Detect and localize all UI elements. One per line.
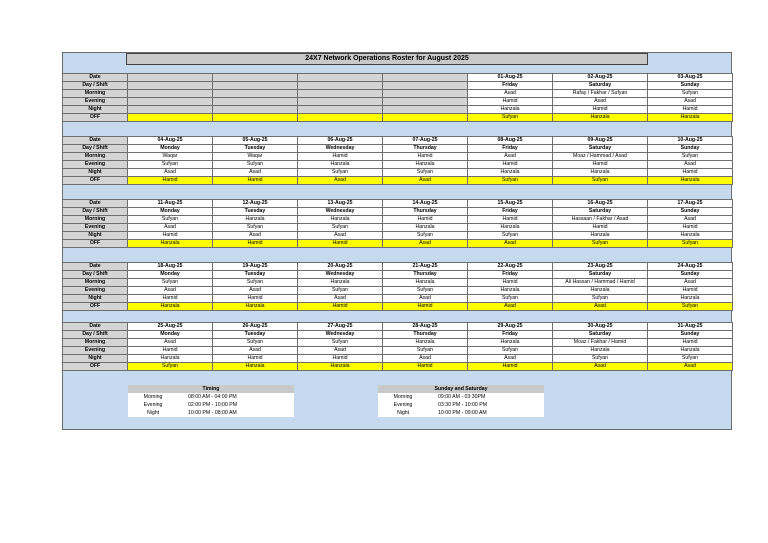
day-cell: Saturday xyxy=(553,271,648,279)
shift-cell-night: Sufyan xyxy=(383,169,468,177)
date-cell: 01-Aug-25 xyxy=(468,74,553,82)
weekend-timing-shift: Morning xyxy=(393,394,413,400)
shift-cell-morning: Sufyan xyxy=(213,339,298,347)
day-cell: Friday xyxy=(468,208,553,216)
day-cell: Saturday xyxy=(553,208,648,216)
day-cell: Sunday xyxy=(648,271,733,279)
shift-cell-morning: Hamid xyxy=(298,153,383,161)
row-label: Evening xyxy=(63,287,128,295)
day-cell: Tuesday xyxy=(213,208,298,216)
shift-cell-night: Asad xyxy=(298,295,383,303)
shift-cell-night: Hanzala xyxy=(128,355,213,363)
week-table xyxy=(62,322,733,371)
day-cell: Friday xyxy=(468,271,553,279)
timing-row xyxy=(128,401,294,409)
shift-cell-evening: Hanzala xyxy=(553,287,648,295)
roster-title: 24X7 Network Operations Roster for August 2025 xyxy=(126,53,648,65)
shift-cell-evening: Hamid xyxy=(648,224,733,232)
empty-cell xyxy=(298,114,383,122)
date-cell: 02-Aug-25 xyxy=(553,74,648,82)
row-label: Night xyxy=(63,106,128,114)
shift-cell-night: Asad xyxy=(383,355,468,363)
empty-cell xyxy=(128,114,213,122)
shift-cell-night: Asad xyxy=(468,355,553,363)
shift-cell-evening: Asad xyxy=(648,98,733,106)
shift-cell-evening: Hanzala xyxy=(468,224,553,232)
roster-row-morning xyxy=(63,339,733,347)
shift-cell-evening: Hanzala xyxy=(468,287,553,295)
shift-cell-morning: Hamid xyxy=(648,339,733,347)
shift-cell-morning: Hanzala xyxy=(298,279,383,287)
date-cell: 04-Aug-25 xyxy=(128,137,213,145)
shift-cell-morning: Waqar xyxy=(213,153,298,161)
shift-cell-off: Hamid xyxy=(468,363,553,371)
shift-cell-night: Asad xyxy=(213,169,298,177)
date-cell: 12-Aug-25 xyxy=(213,200,298,208)
shift-cell-morning: Moaz / Hammad / Asad xyxy=(553,153,648,161)
shift-cell-off: Hamid xyxy=(383,363,468,371)
shift-cell-night: Hamid xyxy=(298,355,383,363)
row-label: Morning xyxy=(63,153,128,161)
date-cell: 21-Aug-25 xyxy=(383,263,468,271)
row-label: OFF xyxy=(63,363,128,371)
shift-cell-off: Hamid xyxy=(383,303,468,311)
date-cell: 14-Aug-25 xyxy=(383,200,468,208)
timing-row xyxy=(128,393,294,401)
day-cell: Wednesday xyxy=(298,145,383,153)
shift-cell-off: Hamid xyxy=(298,303,383,311)
row-label: OFF xyxy=(63,177,128,185)
weekend-timing-hours: 10:00 PM - 09:00 AM xyxy=(438,410,487,416)
shift-cell-night: Hamid xyxy=(213,295,298,303)
date-cell: 23-Aug-25 xyxy=(553,263,648,271)
shift-cell-off: Sufyan xyxy=(468,114,553,122)
row-label: Evening xyxy=(63,224,128,232)
date-cell: 07-Aug-25 xyxy=(383,137,468,145)
day-cell: Thursday xyxy=(383,271,468,279)
date-cell: 08-Aug-25 xyxy=(468,137,553,145)
shift-cell-off: Hamid xyxy=(213,177,298,185)
roster-row-day xyxy=(63,331,733,339)
row-label: Night xyxy=(63,232,128,240)
shift-cell-morning: Hamid xyxy=(383,153,468,161)
day-cell: Friday xyxy=(468,145,553,153)
timing-shift: Morning xyxy=(143,394,163,400)
date-cell: 27-Aug-25 xyxy=(298,323,383,331)
date-cell: 15-Aug-25 xyxy=(468,200,553,208)
row-label: Day / Shift xyxy=(63,331,128,339)
shift-cell-evening: Asad xyxy=(128,224,213,232)
day-cell: Monday xyxy=(128,271,213,279)
row-label: OFF xyxy=(63,303,128,311)
row-label: Morning xyxy=(63,90,128,98)
roster-row-date xyxy=(63,263,733,271)
shift-cell-night: Hamid xyxy=(128,232,213,240)
week-table xyxy=(62,199,733,248)
row-label: Morning xyxy=(63,339,128,347)
timing-box xyxy=(128,385,294,417)
weekend-timing-shift: Evening xyxy=(393,402,413,408)
timing-hours: 02:00 PM - 10:00 PM xyxy=(188,402,238,408)
weekend-timing-row xyxy=(378,401,544,409)
shift-cell-morning: Moaz / Fakhar / Hamid xyxy=(553,339,648,347)
week-table xyxy=(62,262,733,311)
row-label: Evening xyxy=(63,347,128,355)
shift-cell-morning: Hanzala xyxy=(468,339,553,347)
shift-cell-evening: Hanzala xyxy=(383,224,468,232)
date-cell: 18-Aug-25 xyxy=(128,263,213,271)
shift-cell-evening: Hamid xyxy=(648,287,733,295)
row-label: Date xyxy=(63,263,128,271)
date-cell: 25-Aug-25 xyxy=(128,323,213,331)
roster-row-evening xyxy=(63,161,733,169)
shift-cell-off: Sufyan xyxy=(648,240,733,248)
date-cell: 03-Aug-25 xyxy=(648,74,733,82)
date-cell: 20-Aug-25 xyxy=(298,263,383,271)
shift-cell-morning: Hamid xyxy=(468,216,553,224)
empty-cell xyxy=(298,90,383,98)
shift-cell-evening: Hanzala xyxy=(383,161,468,169)
shift-cell-off: Hamid xyxy=(298,240,383,248)
day-cell: Thursday xyxy=(383,208,468,216)
empty-cell xyxy=(383,74,468,82)
timing-shift: Evening xyxy=(143,402,163,408)
shift-cell-night: Asad xyxy=(298,232,383,240)
shift-cell-off: Hanzala xyxy=(648,177,733,185)
shift-cell-evening: Hamid xyxy=(468,161,553,169)
shift-cell-evening: Asad xyxy=(553,98,648,106)
timing-hours: 10:00 PM - 08:00 AM xyxy=(188,410,237,416)
empty-cell xyxy=(128,82,213,90)
day-cell: Monday xyxy=(128,208,213,216)
date-cell: 19-Aug-25 xyxy=(213,263,298,271)
shift-cell-off: Asad xyxy=(553,303,648,311)
day-cell: Wednesday xyxy=(298,208,383,216)
shift-cell-night: Hamid xyxy=(213,355,298,363)
shift-cell-off: Asad xyxy=(468,303,553,311)
date-cell: 06-Aug-25 xyxy=(298,137,383,145)
shift-cell-off: Hanzala xyxy=(128,240,213,248)
roster-row-morning xyxy=(63,216,733,224)
roster-row-evening xyxy=(63,98,733,106)
shift-cell-off: Hanzala xyxy=(553,114,648,122)
roster-row-off xyxy=(63,177,733,185)
shift-cell-off: Asad xyxy=(383,240,468,248)
empty-cell xyxy=(383,82,468,90)
empty-cell xyxy=(298,74,383,82)
day-cell: Tuesday xyxy=(213,145,298,153)
timing-shift: Night xyxy=(146,410,160,416)
roster-row-morning xyxy=(63,90,733,98)
day-cell: Sunday xyxy=(648,82,733,90)
shift-cell-off: Hamid xyxy=(213,240,298,248)
shift-cell-morning: Ali Hassan / Hammad / Hamid xyxy=(553,279,648,287)
date-cell: 24-Aug-25 xyxy=(648,263,733,271)
empty-cell xyxy=(128,74,213,82)
shift-cell-morning: Asad xyxy=(468,153,553,161)
shift-cell-night: Hanzala xyxy=(648,295,733,303)
empty-cell xyxy=(213,90,298,98)
shift-cell-evening: Asad xyxy=(128,287,213,295)
empty-cell xyxy=(298,98,383,106)
date-cell: 11-Aug-25 xyxy=(128,200,213,208)
weekend-timing-title: Sunday and Saturday xyxy=(378,385,544,393)
shift-cell-morning: Asad xyxy=(128,339,213,347)
date-cell: 26-Aug-25 xyxy=(213,323,298,331)
shift-cell-evening: Asad xyxy=(648,161,733,169)
row-label: Day / Shift xyxy=(63,145,128,153)
empty-cell xyxy=(298,106,383,114)
empty-cell xyxy=(383,90,468,98)
shift-cell-evening: Sufyan xyxy=(298,287,383,295)
weekend-timing-box xyxy=(378,385,544,417)
shift-cell-evening: Sufyan xyxy=(468,347,553,355)
shift-cell-night: Sufyan xyxy=(468,232,553,240)
shift-cell-night: Hanzala xyxy=(468,106,553,114)
shift-cell-morning: Sufyan xyxy=(648,153,733,161)
shift-cell-evening: Asad xyxy=(298,347,383,355)
shift-cell-morning: Rafay / Fakhar / Sufyan xyxy=(553,90,648,98)
empty-cell xyxy=(213,106,298,114)
empty-cell xyxy=(383,98,468,106)
shift-cell-morning: Hamid xyxy=(383,216,468,224)
day-cell: Sunday xyxy=(648,208,733,216)
shift-cell-evening: Sufyan xyxy=(128,161,213,169)
shift-cell-evening: Asad xyxy=(213,287,298,295)
shift-cell-night: Hanzala xyxy=(553,232,648,240)
day-cell: Tuesday xyxy=(213,271,298,279)
roster-row-evening xyxy=(63,347,733,355)
roster-row-night xyxy=(63,169,733,177)
shift-cell-night: Sufyan xyxy=(553,355,648,363)
roster-row-date xyxy=(63,323,733,331)
date-cell: 10-Aug-25 xyxy=(648,137,733,145)
roster-row-evening xyxy=(63,224,733,232)
roster-row-night xyxy=(63,295,733,303)
day-cell: Thursday xyxy=(383,145,468,153)
shift-cell-morning: Asad xyxy=(648,279,733,287)
shift-cell-morning: Sufyan xyxy=(298,339,383,347)
row-label: Morning xyxy=(63,279,128,287)
roster-row-morning xyxy=(63,279,733,287)
row-label: Day / Shift xyxy=(63,271,128,279)
empty-cell xyxy=(383,114,468,122)
shift-cell-evening: Hanzala xyxy=(553,347,648,355)
shift-cell-off: Asad xyxy=(468,240,553,248)
roster-row-evening xyxy=(63,287,733,295)
day-cell: Tuesday xyxy=(213,331,298,339)
day-cell: Saturday xyxy=(553,331,648,339)
shift-cell-off: Asad xyxy=(553,363,648,371)
date-cell: 30-Aug-25 xyxy=(553,323,648,331)
date-cell: 09-Aug-25 xyxy=(553,137,648,145)
shift-cell-night: Hanzala xyxy=(553,169,648,177)
shift-cell-morning: Sufyan xyxy=(648,90,733,98)
shift-cell-off: Hanzala xyxy=(213,363,298,371)
row-label: Date xyxy=(63,137,128,145)
day-cell: Sunday xyxy=(648,145,733,153)
roster-row-night xyxy=(63,232,733,240)
weekend-timing-hours: 09:00 AM - 03:30PM xyxy=(438,394,486,400)
shift-cell-off: Hanzala xyxy=(128,303,213,311)
row-label: Night xyxy=(63,295,128,303)
roster-row-date xyxy=(63,137,733,145)
row-label: Evening xyxy=(63,98,128,106)
shift-cell-off: Sufyan xyxy=(468,177,553,185)
week-table xyxy=(62,73,733,122)
date-cell: 29-Aug-25 xyxy=(468,323,553,331)
roster-row-off xyxy=(63,240,733,248)
roster-row-off xyxy=(63,114,733,122)
shift-cell-night: Hanzala xyxy=(468,169,553,177)
empty-cell xyxy=(128,106,213,114)
row-label: Date xyxy=(63,74,128,82)
shift-cell-evening: Sufyan xyxy=(213,161,298,169)
empty-cell xyxy=(213,74,298,82)
shift-cell-night: Asad xyxy=(383,295,468,303)
shift-cell-off: Sufyan xyxy=(648,303,733,311)
shift-cell-morning: Hanzala xyxy=(383,279,468,287)
shift-cell-off: Hanzala xyxy=(213,303,298,311)
shift-cell-night: Sufyan xyxy=(383,232,468,240)
shift-cell-off: Hanzala xyxy=(298,363,383,371)
shift-cell-night: Sufyan xyxy=(648,355,733,363)
day-cell: Monday xyxy=(128,331,213,339)
roster-row-night xyxy=(63,106,733,114)
roster-row-day xyxy=(63,208,733,216)
roster-row-day xyxy=(63,271,733,279)
shift-cell-night: Hamid xyxy=(128,295,213,303)
shift-cell-morning: Sufyan xyxy=(128,279,213,287)
shift-cell-morning: Hassaan / Fakhar / Asad xyxy=(553,216,648,224)
shift-cell-evening: Hamid xyxy=(468,98,553,106)
shift-cell-evening: Sufyan xyxy=(298,224,383,232)
date-cell: 31-Aug-25 xyxy=(648,323,733,331)
roster-row-day xyxy=(63,145,733,153)
shift-cell-morning: Hanzala xyxy=(298,216,383,224)
day-cell: Friday xyxy=(468,331,553,339)
day-cell: Sunday xyxy=(648,331,733,339)
weekend-timing-row xyxy=(378,409,544,417)
shift-cell-off: Asad xyxy=(298,177,383,185)
shift-cell-evening: Sufyan xyxy=(383,347,468,355)
roster-row-night xyxy=(63,355,733,363)
shift-cell-evening: Sufyan xyxy=(213,224,298,232)
roster-row-morning xyxy=(63,153,733,161)
date-cell: 22-Aug-25 xyxy=(468,263,553,271)
shift-cell-evening: Asad xyxy=(213,347,298,355)
weekend-timing-shift: Night xyxy=(396,410,410,416)
day-cell: Monday xyxy=(128,145,213,153)
shift-cell-night: Hamid xyxy=(553,106,648,114)
row-label: Evening xyxy=(63,161,128,169)
day-cell: Thursday xyxy=(383,331,468,339)
shift-cell-evening: Sufyan xyxy=(383,287,468,295)
shift-cell-off: Hanzala xyxy=(648,114,733,122)
timing-title: Timing xyxy=(128,385,294,393)
shift-cell-morning: Asad xyxy=(648,216,733,224)
row-label: Day / Shift xyxy=(63,82,128,90)
shift-cell-night: Hanzala xyxy=(648,232,733,240)
shift-cell-morning: Waqar xyxy=(128,153,213,161)
date-cell: 16-Aug-25 xyxy=(553,200,648,208)
timing-hours: 08:00 AM - 04:00 PM xyxy=(188,394,237,400)
shift-cell-morning: Hamid xyxy=(468,279,553,287)
empty-cell xyxy=(298,82,383,90)
roster-row-date xyxy=(63,200,733,208)
day-cell: Saturday xyxy=(553,145,648,153)
empty-cell xyxy=(213,82,298,90)
empty-cell xyxy=(383,106,468,114)
shift-cell-morning: Sufyan xyxy=(128,216,213,224)
shift-cell-off: Sufyan xyxy=(553,240,648,248)
empty-cell xyxy=(213,98,298,106)
shift-cell-morning: Asad xyxy=(468,90,553,98)
roster-row-date xyxy=(63,74,733,82)
day-cell: Wednesday xyxy=(298,271,383,279)
shift-cell-evening: Hamid xyxy=(553,161,648,169)
shift-cell-evening: Hamid xyxy=(553,224,648,232)
shift-cell-off: Asad xyxy=(383,177,468,185)
shift-cell-morning: Sufyan xyxy=(213,279,298,287)
shift-cell-night: Asad xyxy=(128,169,213,177)
shift-cell-night: Hamid xyxy=(648,106,733,114)
shift-cell-morning: Hanzala xyxy=(213,216,298,224)
row-label: OFF xyxy=(63,114,128,122)
day-cell: Friday xyxy=(468,82,553,90)
day-cell: Wednesday xyxy=(298,331,383,339)
timing-row xyxy=(128,409,294,417)
row-label: Date xyxy=(63,323,128,331)
week-table xyxy=(62,136,733,185)
shift-cell-off: Sufyan xyxy=(128,363,213,371)
roster-row-off xyxy=(63,363,733,371)
row-label: Date xyxy=(63,200,128,208)
shift-cell-night: Sufyan xyxy=(468,295,553,303)
date-cell: 05-Aug-25 xyxy=(213,137,298,145)
row-label: Night xyxy=(63,169,128,177)
shift-cell-morning: Hanzala xyxy=(383,339,468,347)
shift-cell-night: Sufyan xyxy=(298,169,383,177)
row-label: Night xyxy=(63,355,128,363)
shift-cell-off: Hamid xyxy=(128,177,213,185)
weekend-timing-hours: 03:30 PM - 10:00 PM xyxy=(438,402,488,408)
roster-row-day xyxy=(63,82,733,90)
shift-cell-night: Hamid xyxy=(648,169,733,177)
date-cell: 17-Aug-25 xyxy=(648,200,733,208)
row-label: Day / Shift xyxy=(63,208,128,216)
shift-cell-evening: Hanzala xyxy=(648,347,733,355)
empty-cell xyxy=(128,90,213,98)
shift-cell-off: Asad xyxy=(648,363,733,371)
roster-row-off xyxy=(63,303,733,311)
row-label: OFF xyxy=(63,240,128,248)
date-cell: 28-Aug-25 xyxy=(383,323,468,331)
day-cell: Saturday xyxy=(553,82,648,90)
row-label: Morning xyxy=(63,216,128,224)
date-cell: 13-Aug-25 xyxy=(298,200,383,208)
shift-cell-off: Sufyan xyxy=(553,177,648,185)
empty-cell xyxy=(213,114,298,122)
shift-cell-night: Asad xyxy=(213,232,298,240)
weekend-timing-row xyxy=(378,393,544,401)
shift-cell-evening: Hamid xyxy=(128,347,213,355)
empty-cell xyxy=(128,98,213,106)
shift-cell-night: Sufyan xyxy=(553,295,648,303)
shift-cell-evening: Hanzala xyxy=(298,161,383,169)
